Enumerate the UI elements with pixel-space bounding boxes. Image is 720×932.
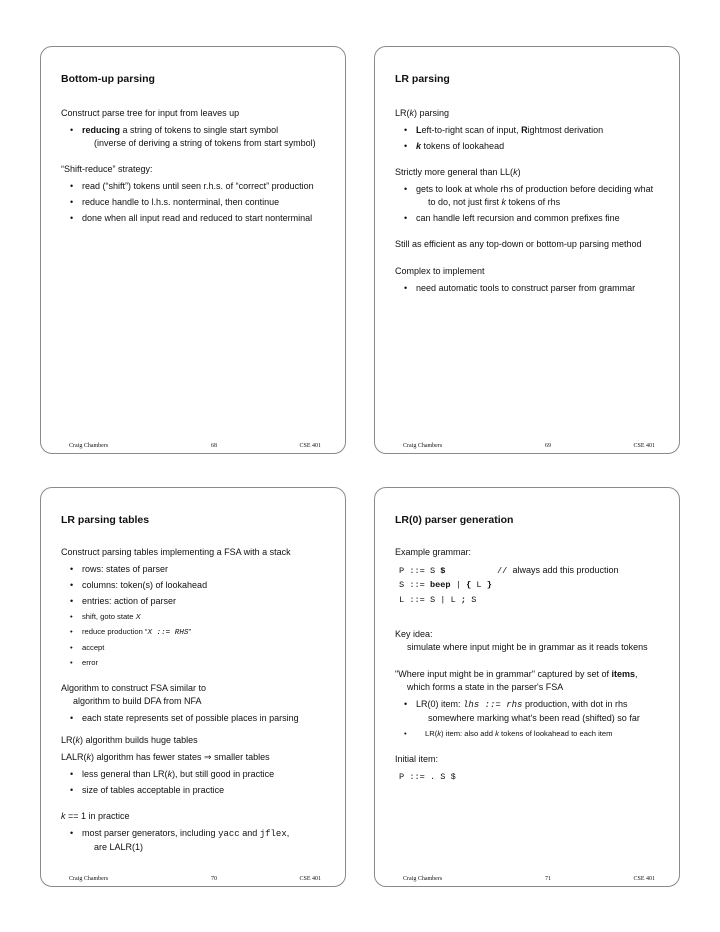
text: ,: [286, 828, 290, 838]
grammar-line: [399, 578, 667, 593]
text: gets to look at whole rhs of production before deciding what: [416, 184, 654, 194]
text: tokens of lookahead to each item: [498, 729, 613, 738]
paragraph: [395, 107, 667, 120]
paragraph: Still as efficient as any top-down or bottom-up parsing method: [395, 239, 642, 249]
footer-author: Craig Chambers: [69, 443, 109, 449]
bullet-item: • entries: action of parser: [61, 595, 333, 608]
text: LR(0) item:: [416, 699, 464, 709]
paragraph: [395, 166, 667, 179]
bold-term: items: [611, 669, 636, 679]
bullet-continuation: somewhere marking what's been read (shifted) so far: [428, 713, 640, 723]
code-text: |: [450, 580, 467, 590]
code-text: P ::= S: [399, 566, 441, 576]
sub-bullet-item: [395, 728, 667, 740]
footer-author: Craig Chambers: [69, 876, 109, 882]
footer-page-number: 71: [545, 876, 551, 882]
paragraph: Complex to implement: [395, 266, 485, 276]
paragraph: [61, 751, 333, 764]
bullet-item: • each state represents set of possible places in parsing: [61, 712, 333, 725]
text: ”: [188, 627, 191, 636]
slide-title: Bottom-up parsing: [61, 73, 155, 85]
bullet-continuation: [416, 196, 667, 209]
text: ): [517, 167, 521, 177]
slide-body: [61, 107, 333, 228]
text: shift, goto state: [82, 612, 136, 621]
text: Key idea:: [395, 629, 433, 639]
code-token: beep: [429, 580, 451, 590]
paragraph: Construct parsing tables implementing a FSA with a stack: [61, 547, 291, 557]
text: ightmost derivation: [527, 125, 604, 135]
bold-letter: R: [521, 125, 528, 135]
bullet-item: • reduce handle to l.h.s. nonterminal, then continue: [61, 196, 333, 209]
italic-k: k: [437, 729, 442, 738]
bullet-item: • need automatic tools to construct parser from grammar: [395, 282, 667, 295]
grammar-line: [399, 593, 667, 608]
text: ) item: also add: [441, 729, 496, 738]
slide-body: [395, 107, 667, 298]
footer-course: CSE 401: [633, 876, 655, 882]
bullet-item: [395, 183, 667, 209]
paragraph: Construct parse tree for input from leaves up: [61, 108, 240, 118]
slide-lr-parsing: [374, 46, 680, 454]
code-text: lhs ::= rhs: [463, 700, 523, 710]
text: tokens of rhs: [506, 197, 561, 207]
italic-k: k: [513, 167, 518, 177]
sub-bullet-item: • accept: [61, 642, 333, 654]
code-text: S: [466, 595, 477, 605]
slide-lr0-parser-generation: [374, 487, 680, 887]
bullet-item: • size of tables acceptable in practice: [61, 784, 333, 797]
paragraph: [395, 628, 667, 654]
italic-k: k: [61, 811, 66, 821]
italic-k: k: [501, 197, 507, 207]
bullet-item: [61, 768, 333, 781]
footer-page-number: 70: [211, 876, 217, 882]
bold-letter: L: [416, 125, 422, 135]
text: ), but still good in practice: [172, 769, 275, 779]
bullet-item: [395, 698, 667, 725]
bullet-continuation: are LALR(1): [94, 842, 144, 852]
bullet-item: [61, 827, 333, 854]
code-token: {: [466, 580, 472, 590]
slide-title: LR parsing tables: [61, 514, 150, 526]
text: and: [239, 828, 260, 838]
grammar-line: [399, 563, 667, 578]
bullet-continuation: (inverse of deriving a string of tokens from start symbol): [94, 138, 316, 148]
text: less general than LR(: [82, 769, 168, 779]
text: which forms a state in the parser's FSA: [407, 682, 564, 692]
text: ) algorithm has fewer states ⇒ smaller tables: [91, 752, 270, 762]
text: LALR(: [61, 752, 87, 762]
text: LR(: [395, 108, 410, 118]
code-token: }: [486, 580, 492, 590]
paragraph: [61, 682, 333, 708]
code-text: L ::= S | L: [399, 595, 461, 605]
text: Algorithm to construct FSA similar to: [61, 683, 207, 693]
bullet-item: • read (“shift”) tokens until seen r.h.s. of “correct” production: [61, 180, 333, 193]
text: simulate where input might be in grammar as it reads tokens: [407, 642, 648, 652]
sub-bullet-item: [61, 626, 333, 639]
bullet-item: [395, 124, 667, 137]
paragraph: Initial item:: [395, 754, 439, 764]
code-text: X ::= RHS: [147, 629, 189, 637]
paragraph: Example grammar:: [395, 547, 472, 557]
sub-bullet-item: • error: [61, 657, 333, 669]
footer-course: CSE 401: [299, 876, 321, 882]
text: reduce production “: [82, 627, 148, 636]
italic-k: k: [86, 752, 92, 762]
italic-x: X: [135, 612, 141, 621]
bullet-item: [395, 140, 667, 153]
bullet-item: • done when all input read and reduced to start nonterminal: [61, 212, 333, 225]
slide-title: LR(0) parser generation: [395, 514, 514, 526]
text: LR(: [61, 735, 76, 745]
grammar-code-block: [395, 563, 667, 608]
italic-k: k: [167, 769, 173, 779]
italic-k: k: [75, 735, 81, 745]
text: == 1 in practice: [65, 811, 130, 821]
sub-bullet-item: [61, 611, 333, 623]
code-text: yacc: [218, 829, 240, 839]
bullet-item: • rows: states of parser: [61, 563, 333, 576]
code-token: $: [440, 566, 446, 576]
text: ,: [635, 669, 638, 679]
italic-k: k: [495, 729, 499, 738]
slide-bottom-up-parsing: [40, 46, 346, 454]
bullet-item: • can handle left recursion and common prefixes fine: [395, 212, 667, 225]
paragraph: [61, 810, 333, 823]
footer-author: Craig Chambers: [403, 443, 443, 449]
text: to do, not just first: [428, 197, 502, 207]
italic-k: k: [409, 108, 415, 118]
text: LR(: [425, 729, 438, 738]
paragraph: [395, 668, 667, 694]
footer-author: Craig Chambers: [403, 876, 443, 882]
bold-term: reducing: [82, 125, 121, 135]
slide-lr-parsing-tables: [40, 487, 346, 887]
text: algorithm to build DFA from NFA: [73, 696, 202, 706]
code-text: jflex: [259, 829, 287, 839]
paragraph: “Shift-reduce” strategy:: [61, 164, 153, 174]
code-text: S ::=: [399, 580, 430, 590]
text: most parser generators, including: [82, 828, 219, 838]
initial-item-code: P ::= . S $: [399, 772, 456, 782]
footer-page-number: 69: [545, 443, 551, 449]
text: ) algorithm builds huge tables: [80, 735, 198, 745]
bullet-text: a string of tokens to single start symbol: [120, 125, 279, 135]
bullet-item: • columns: token(s) of lookahead: [61, 579, 333, 592]
code-token: ;: [460, 595, 467, 605]
text: tokens of lookahead: [421, 141, 505, 151]
footer-course: CSE 401: [633, 443, 655, 449]
footer-course: CSE 401: [299, 443, 321, 449]
code-text: //: [445, 566, 513, 576]
code-text: L: [471, 580, 487, 590]
slide-body: [61, 546, 333, 857]
text: "Where input might be in grammar" captured by set of: [395, 669, 612, 679]
text: production, with dot in rhs: [522, 699, 628, 709]
text: eft-to-right scan of input,: [421, 125, 522, 135]
text: Strictly more general than LL(: [395, 167, 514, 177]
slide-body: [395, 546, 667, 785]
text: ) parsing: [414, 108, 450, 118]
footer-page-number: 68: [211, 443, 217, 449]
bullet-item: [61, 124, 333, 150]
slide-title: LR parsing: [395, 73, 450, 85]
bold-italic-k: k: [416, 141, 422, 151]
paragraph: [61, 734, 333, 747]
code-comment: always add this production: [512, 565, 619, 575]
